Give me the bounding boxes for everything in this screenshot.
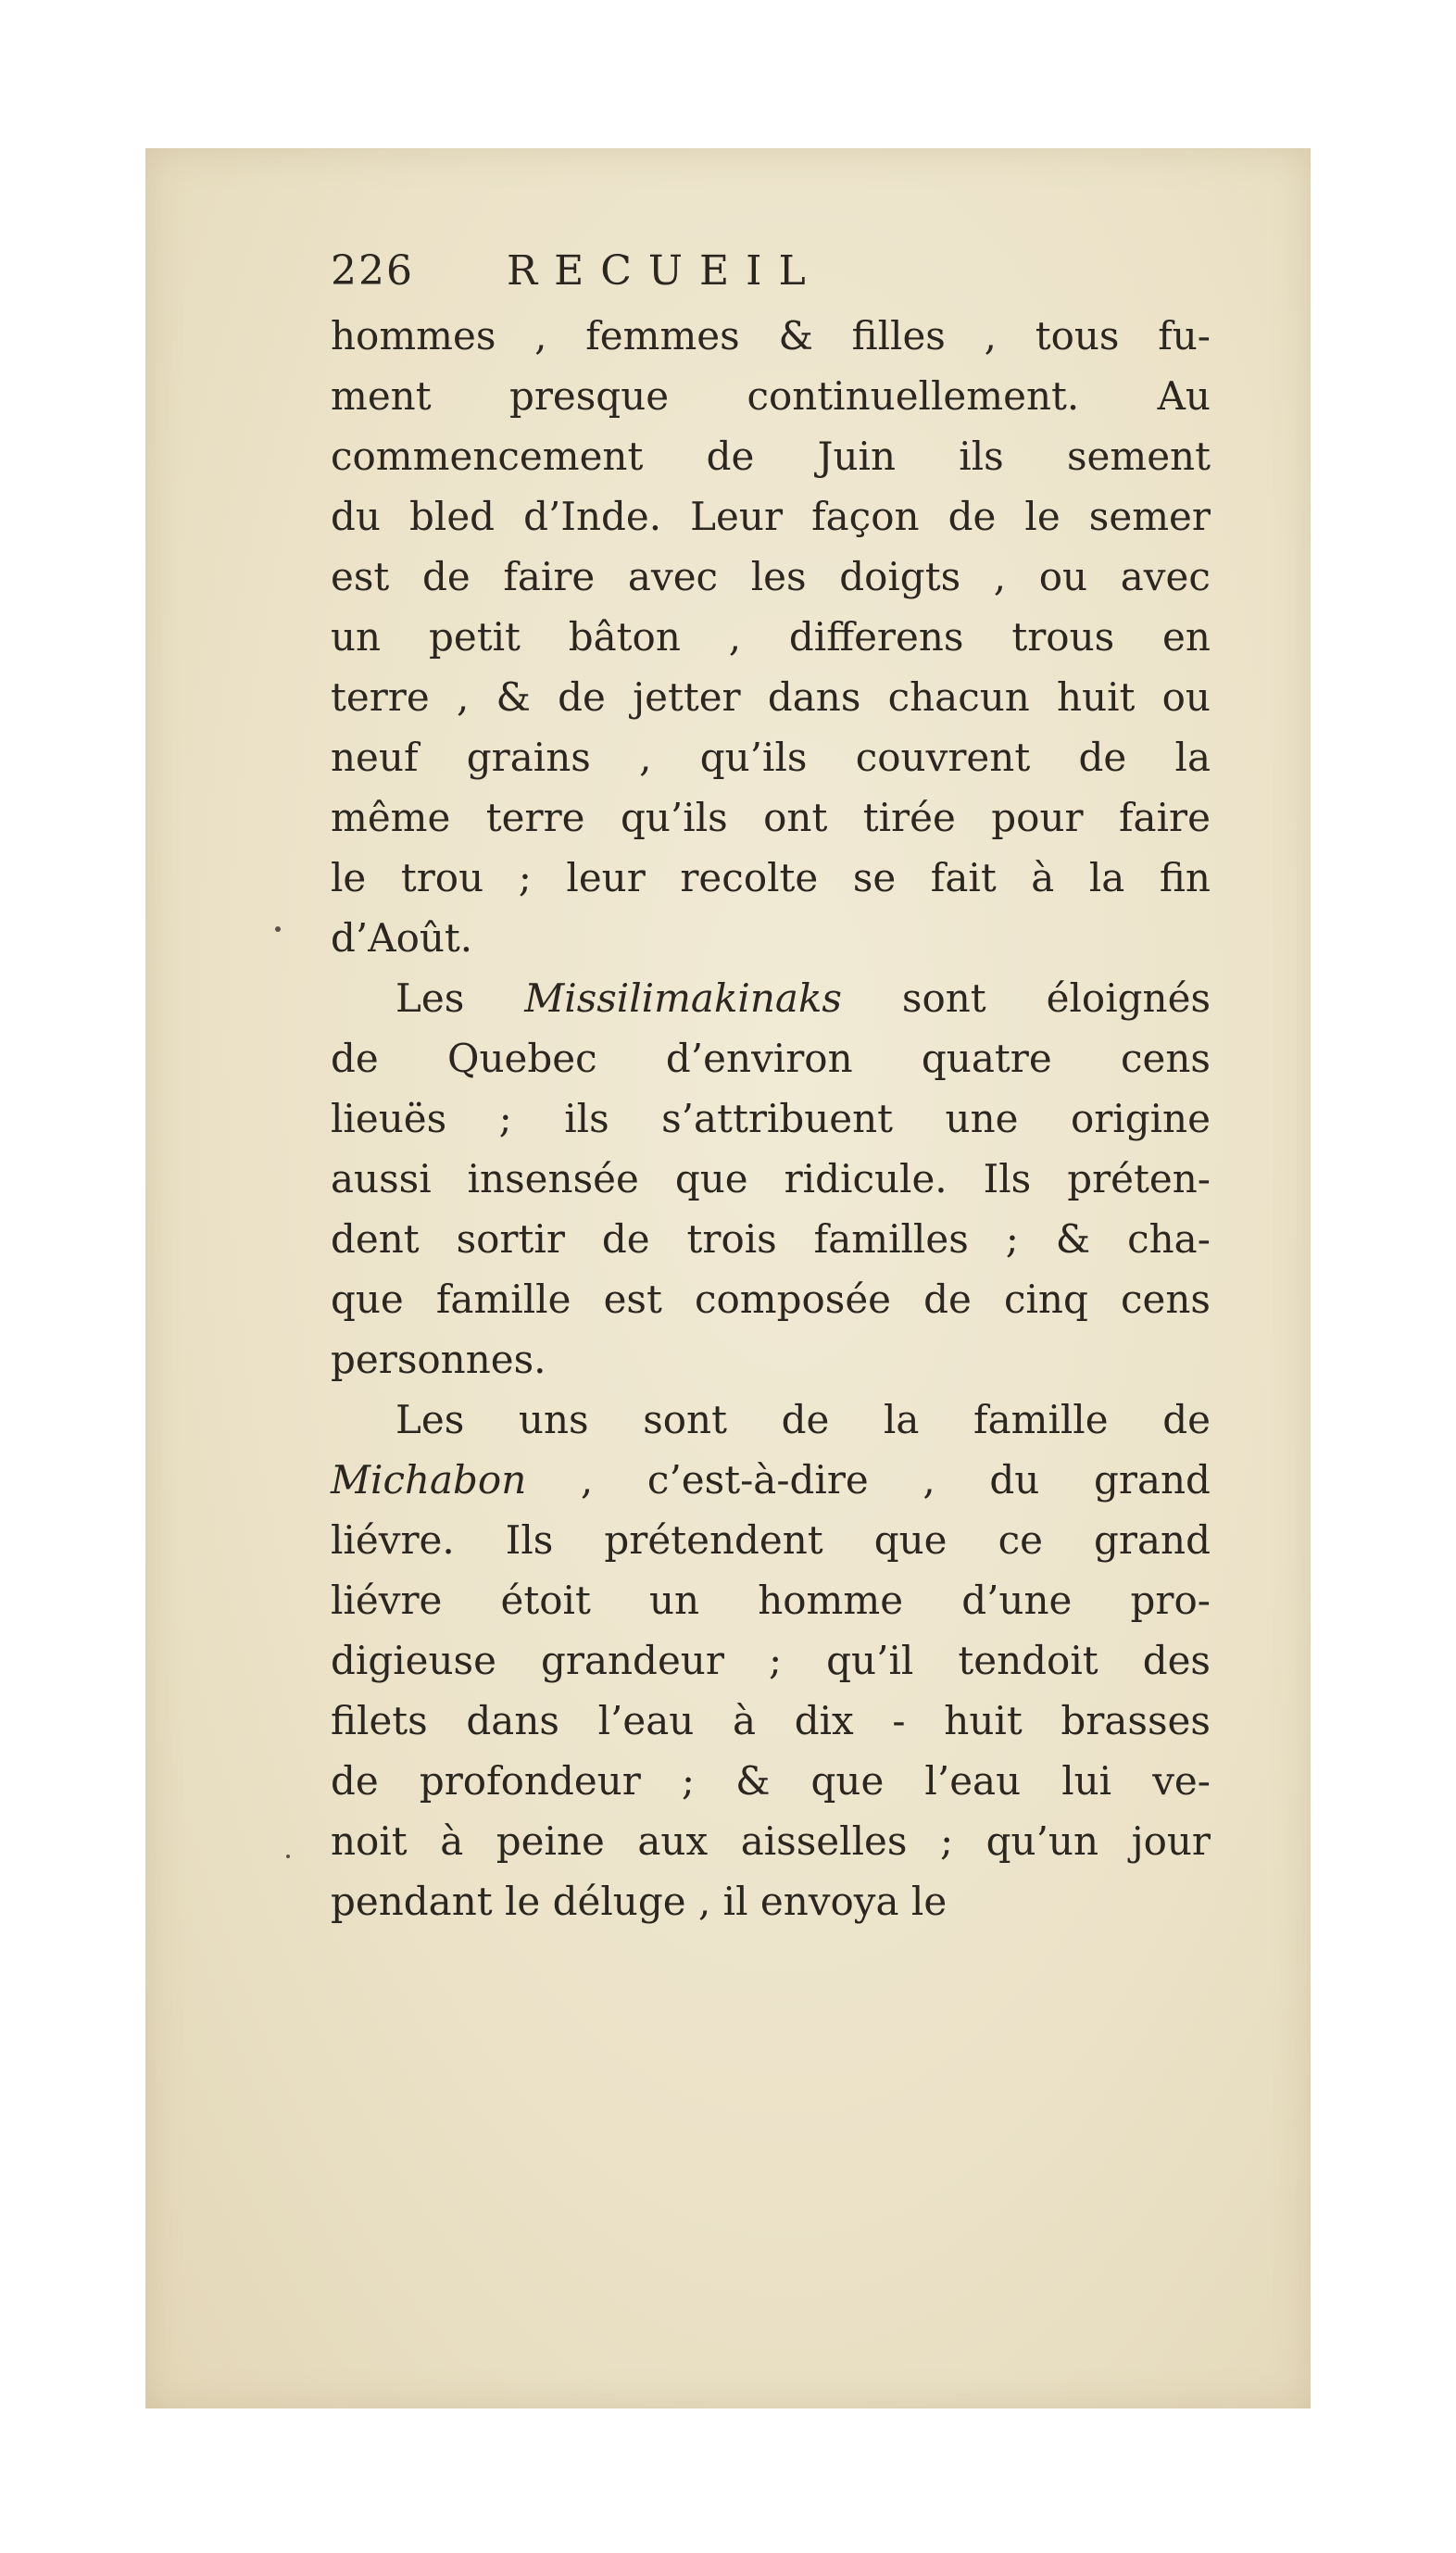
word: la — [1088, 855, 1125, 900]
word: ; — [768, 1638, 783, 1683]
text-line — [331, 1088, 1211, 1149]
text-line — [331, 1570, 1211, 1630]
text-line — [331, 848, 1211, 908]
word: que — [331, 1276, 404, 1322]
word: ment — [331, 373, 432, 419]
text-line — [331, 727, 1211, 787]
word: des — [1142, 1638, 1211, 1683]
word: une — [945, 1096, 1019, 1141]
word: préten- — [1067, 1156, 1211, 1201]
word: - — [892, 1698, 906, 1743]
word: continuellement. — [747, 373, 1080, 419]
word: terre — [485, 795, 585, 840]
word: neuf — [331, 735, 419, 780]
word: quatre — [921, 1036, 1052, 1081]
mixed-segment — [331, 1450, 1211, 1510]
word: le — [1024, 494, 1061, 539]
word: bled — [409, 494, 496, 539]
word: du — [989, 1457, 1040, 1503]
word: aisselles — [740, 1818, 908, 1864]
word: semer — [1088, 494, 1211, 539]
word: ; — [939, 1818, 954, 1864]
word: fait — [930, 855, 997, 900]
word: recolte — [680, 855, 819, 900]
word: dans — [767, 674, 861, 720]
text-line — [331, 1149, 1211, 1209]
word: que — [674, 1156, 748, 1201]
word: fu- — [1158, 313, 1211, 358]
word: origine — [1070, 1096, 1211, 1141]
text-line — [331, 1269, 1211, 1329]
text-line — [331, 486, 1211, 547]
word: cens — [1120, 1276, 1211, 1322]
text-line — [331, 1028, 1211, 1088]
word: trou — [400, 855, 484, 900]
word: uns — [518, 1397, 589, 1442]
word: qu’ils — [620, 795, 728, 840]
word: ils — [564, 1096, 609, 1141]
word: liévre — [331, 1578, 443, 1623]
italic-name: Michabon — [331, 1457, 527, 1503]
word: à — [1031, 855, 1055, 900]
word: commencement — [331, 434, 644, 479]
word: de — [558, 674, 606, 720]
word: dans — [466, 1698, 559, 1743]
text-line — [331, 426, 1211, 486]
word: sement — [1066, 434, 1211, 479]
word: de — [421, 554, 471, 599]
ink-speck — [275, 926, 281, 932]
word: ou — [1161, 674, 1211, 720]
mixed-segment — [395, 968, 1211, 1028]
word: jour — [1131, 1818, 1211, 1864]
italic-name: Missilimakinaks — [524, 975, 842, 1021]
word: Au — [1157, 373, 1211, 419]
word: l’eau — [597, 1698, 695, 1743]
text-line — [331, 908, 1211, 968]
word: grand — [1094, 1517, 1211, 1563]
word: étoit — [500, 1578, 591, 1623]
word: ve- — [1152, 1758, 1211, 1804]
word: prétendent — [604, 1517, 823, 1563]
word: qu’il — [826, 1638, 914, 1683]
text-line — [331, 667, 1211, 727]
word: tendoit — [958, 1638, 1098, 1683]
text-line — [331, 1209, 1211, 1269]
word: famille — [435, 1276, 571, 1322]
running-head — [331, 241, 1211, 306]
word: sont — [901, 975, 986, 1021]
word: jetter — [633, 674, 741, 720]
ink-speck — [286, 1855, 290, 1858]
word: brasses — [1061, 1698, 1211, 1743]
word: & — [496, 674, 531, 720]
word: ; — [518, 855, 532, 900]
word: de — [331, 1036, 379, 1081]
word: liévre. — [331, 1517, 455, 1563]
word: terre — [331, 674, 430, 720]
page-number: 226 — [331, 247, 414, 295]
text-line — [331, 787, 1211, 848]
word: dent — [331, 1216, 420, 1262]
word: Les — [395, 1397, 465, 1442]
word: façon — [811, 494, 920, 539]
text-line — [331, 1329, 1211, 1390]
word: Leur — [690, 494, 784, 539]
word: de — [601, 1216, 650, 1262]
running-title: RECUEIL — [507, 247, 822, 295]
word: tous — [1035, 313, 1120, 358]
line-text: pendant le déluge , il envoya le — [331, 1879, 948, 1924]
word: de — [781, 1397, 830, 1442]
word: , — [639, 735, 652, 780]
word: filles — [851, 313, 946, 358]
word: se — [852, 855, 897, 900]
word: ; — [1005, 1216, 1019, 1262]
word: petit — [428, 614, 521, 660]
word: pour — [991, 795, 1084, 840]
word: profondeur — [419, 1758, 641, 1804]
paragraphs — [331, 306, 1211, 1931]
word: , — [923, 1457, 935, 1503]
page-text — [331, 241, 1211, 1931]
word: un — [648, 1578, 700, 1623]
word: ridicule. — [784, 1156, 948, 1201]
word: trois — [686, 1216, 777, 1262]
word: , — [580, 1457, 594, 1503]
word: fin — [1159, 855, 1211, 900]
text-line — [331, 306, 1211, 366]
text-line — [331, 1751, 1211, 1811]
text-line — [331, 1510, 1211, 1570]
word: à — [440, 1818, 464, 1864]
word: cinq — [1003, 1276, 1088, 1322]
word: sortir — [456, 1216, 565, 1262]
word: couvrent — [855, 735, 1031, 780]
word: un — [331, 614, 382, 660]
word: Ils — [505, 1517, 554, 1563]
word: composée — [694, 1276, 892, 1322]
word: grains — [466, 735, 591, 780]
word: presque — [508, 373, 670, 419]
word: femmes — [585, 313, 740, 358]
word: à — [733, 1698, 757, 1743]
word: & — [778, 313, 813, 358]
word: cens — [1121, 1036, 1211, 1081]
word: avec — [627, 554, 719, 599]
word: les — [750, 554, 807, 599]
text-line — [331, 366, 1211, 426]
word: , — [456, 674, 470, 720]
text-line — [331, 607, 1211, 667]
text-line — [331, 968, 1211, 1028]
word: ; — [498, 1096, 512, 1141]
word: ils — [959, 434, 1004, 479]
word: Les — [395, 975, 465, 1021]
word: filets — [331, 1698, 428, 1743]
word: huit — [944, 1698, 1023, 1743]
word: en — [1162, 614, 1211, 660]
word: Quebec — [447, 1036, 597, 1081]
word: que — [873, 1517, 948, 1563]
word: aux — [637, 1818, 709, 1864]
word: d’environ — [665, 1036, 853, 1081]
text-line — [331, 1871, 1211, 1931]
word: c’est-à-dire — [646, 1457, 869, 1503]
word: & — [735, 1758, 771, 1804]
word: de — [923, 1276, 972, 1322]
text-line — [331, 1811, 1211, 1871]
word: s’attribuent — [661, 1096, 894, 1141]
word: aussi — [331, 1156, 432, 1201]
word: de — [1162, 1397, 1211, 1442]
text-line — [331, 1630, 1211, 1691]
word: pro- — [1130, 1578, 1211, 1623]
text-line — [331, 1450, 1211, 1510]
word: chacun — [887, 674, 1030, 720]
word: trous — [1011, 614, 1115, 660]
word: , — [728, 614, 742, 660]
word: avec — [1120, 554, 1211, 599]
word: lieuës — [331, 1096, 447, 1141]
word: le — [331, 855, 367, 900]
word: du — [331, 494, 381, 539]
word: éloignés — [1046, 975, 1211, 1021]
line-text: personnes. — [331, 1337, 546, 1382]
word: noit — [331, 1818, 408, 1864]
word: bâton — [568, 614, 681, 660]
text-line — [331, 1691, 1211, 1751]
word: leur — [566, 855, 646, 900]
word: de — [1078, 735, 1127, 780]
word: ou — [1038, 554, 1088, 599]
word: lui — [1061, 1758, 1112, 1804]
word: de — [331, 1758, 379, 1804]
word: doigts — [839, 554, 961, 599]
word: cha- — [1127, 1216, 1211, 1262]
word: sont — [643, 1397, 727, 1442]
word: la — [883, 1397, 920, 1442]
word: familles — [813, 1216, 969, 1262]
word: d’une — [961, 1578, 1073, 1623]
word: , — [984, 313, 997, 358]
word: ont — [763, 795, 828, 840]
text-line — [331, 1390, 1211, 1450]
word: la — [1174, 735, 1211, 780]
word: differens — [788, 614, 964, 660]
book-page — [145, 148, 1311, 2408]
word: de — [948, 494, 997, 539]
word: insensée — [467, 1156, 639, 1201]
word: dix — [794, 1698, 854, 1743]
word: peine — [496, 1818, 605, 1864]
word: & — [1055, 1216, 1091, 1262]
word: faire — [503, 554, 596, 599]
text-line — [331, 547, 1211, 607]
word: que — [810, 1758, 885, 1804]
word: hommes — [331, 313, 496, 358]
word: Ils — [983, 1156, 1032, 1201]
word: ; — [681, 1758, 696, 1804]
word: ce — [998, 1517, 1043, 1563]
word: grand — [1093, 1457, 1211, 1503]
word: qu’un — [985, 1818, 1099, 1864]
word: est — [331, 554, 390, 599]
word: faire — [1119, 795, 1211, 840]
word: homme — [758, 1578, 904, 1623]
line-text: d’Août. — [331, 915, 473, 961]
word: d’Inde. — [523, 494, 662, 539]
word: tirée — [862, 795, 956, 840]
word: l’eau — [924, 1758, 1022, 1804]
word: de — [706, 434, 755, 479]
word: grandeur — [541, 1638, 724, 1683]
word: , — [534, 313, 547, 358]
word: digieuse — [331, 1638, 496, 1683]
word: huit — [1057, 674, 1136, 720]
word: famille — [973, 1397, 1109, 1442]
word: est — [603, 1276, 662, 1322]
word: Juin — [817, 434, 897, 479]
word: , — [993, 554, 1007, 599]
word: qu’ils — [699, 735, 808, 780]
word: même — [331, 795, 451, 840]
